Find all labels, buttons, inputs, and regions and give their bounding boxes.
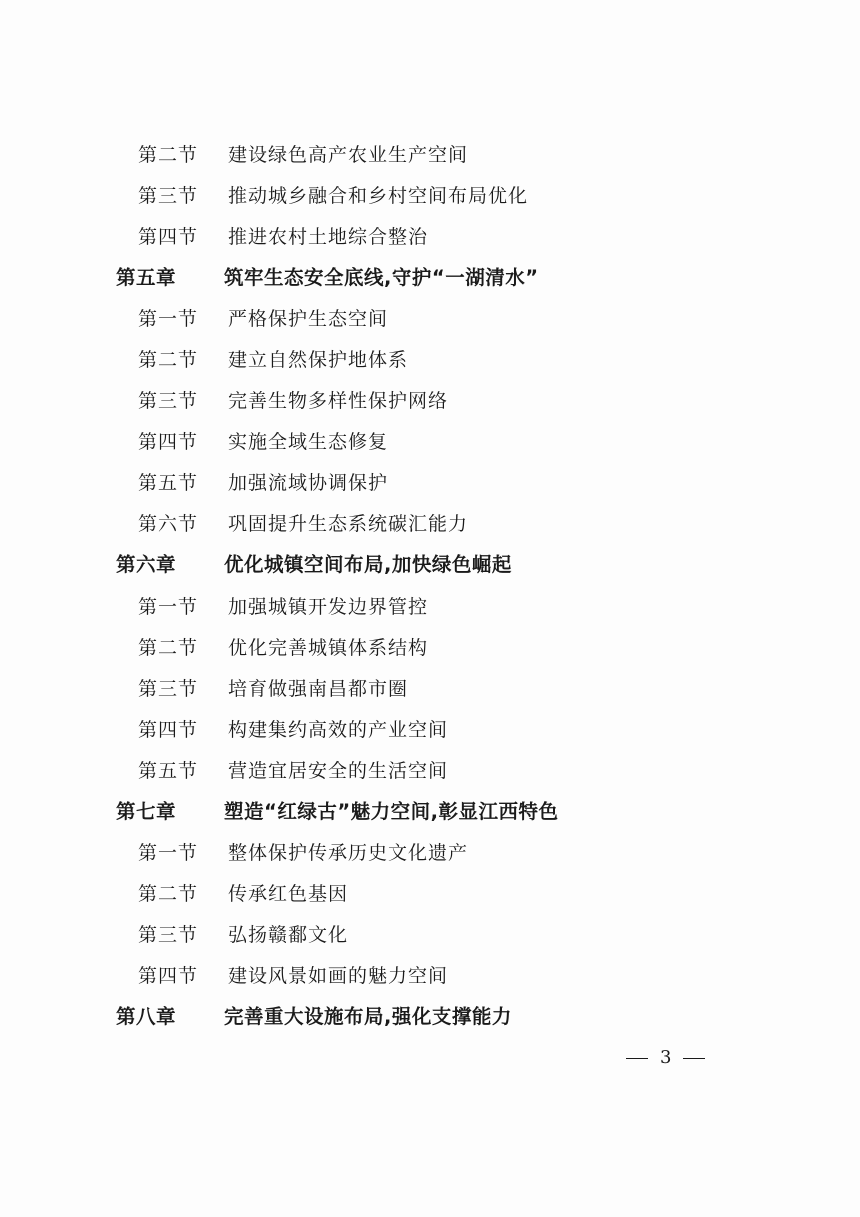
section-number: 第五节 [138,760,199,782]
section-number: 第三节 [138,924,199,946]
chapter-title: 完善重大设施布局,强化支撑能力 [224,1005,512,1028]
chapter-title: 筑牢生态安全底线,守护“一湖清水” [224,266,539,289]
toc-section [138,184,528,208]
section-number: 第二节 [138,349,199,371]
toc-section [138,471,388,495]
toc-chapter [116,266,539,290]
toc-section [138,923,348,947]
section-number: 第三节 [138,185,199,207]
section-title: 建设风景如画的魅力空间 [228,965,449,987]
section-number: 第四节 [138,226,199,248]
section-title: 推进农村土地综合整治 [228,226,429,248]
toc-section [138,143,468,167]
section-title: 营造宜居安全的生活空间 [228,760,449,782]
chapter-number: 第八章 [116,1005,177,1028]
section-number: 第四节 [138,431,199,453]
dash-right [683,1058,705,1059]
page-number [626,1046,705,1070]
toc-chapter [116,553,512,577]
section-title: 加强流域协调保护 [228,472,389,494]
section-title: 巩固提升生态系统碳汇能力 [228,513,469,535]
section-title: 严格保护生态空间 [228,308,389,330]
toc-section [138,348,408,372]
section-title: 优化完善城镇体系结构 [228,637,429,659]
section-number: 第三节 [138,678,199,700]
section-number: 第四节 [138,719,199,741]
section-number: 第一节 [138,308,199,330]
toc-section [138,677,408,701]
toc-section [138,964,448,988]
section-number: 第四节 [138,965,199,987]
toc-section [138,307,388,331]
chapter-number: 第七章 [116,800,177,823]
section-number: 第一节 [138,842,199,864]
toc-section [138,759,448,783]
section-number: 第二节 [138,144,199,166]
toc-chapter [116,1005,512,1029]
section-number: 第三节 [138,390,199,412]
section-title: 构建集约高效的产业空间 [228,719,449,741]
section-title: 推动城乡融合和乡村空间布局优化 [228,185,529,207]
section-number: 第一节 [138,596,199,618]
section-title: 弘扬赣鄱文化 [228,924,349,946]
toc-section [138,595,428,619]
toc-section [138,841,468,865]
section-number: 第六节 [138,513,199,535]
section-number: 第五节 [138,472,199,494]
section-title: 整体保护传承历史文化遗产 [228,842,469,864]
section-title: 建立自然保护地体系 [228,349,409,371]
chapter-title: 优化城镇空间布局,加快绿色崛起 [224,553,512,576]
section-number: 第二节 [138,883,199,905]
toc-section [138,430,388,454]
section-title: 传承红色基因 [228,883,349,905]
toc-section [138,512,468,536]
dash-left [626,1058,648,1059]
page-number-value: 3 [660,1047,672,1068]
section-title: 建设绿色高产农业生产空间 [228,144,469,166]
toc-section [138,225,428,249]
chapter-number: 第五章 [116,266,177,289]
toc-section [138,882,348,906]
toc-chapter [116,800,559,824]
chapter-number: 第六章 [116,553,177,576]
section-title: 完善生物多样性保护网络 [228,390,449,412]
chapter-title: 塑造“红绿古”魅力空间,彰显江西特色 [224,800,559,823]
section-title: 加强城镇开发边界管控 [228,596,429,618]
toc-section [138,636,428,660]
toc-section [138,389,448,413]
toc-section [138,718,448,742]
section-title: 实施全域生态修复 [228,431,389,453]
section-number: 第二节 [138,637,199,659]
section-title: 培育做强南昌都市圈 [228,678,409,700]
